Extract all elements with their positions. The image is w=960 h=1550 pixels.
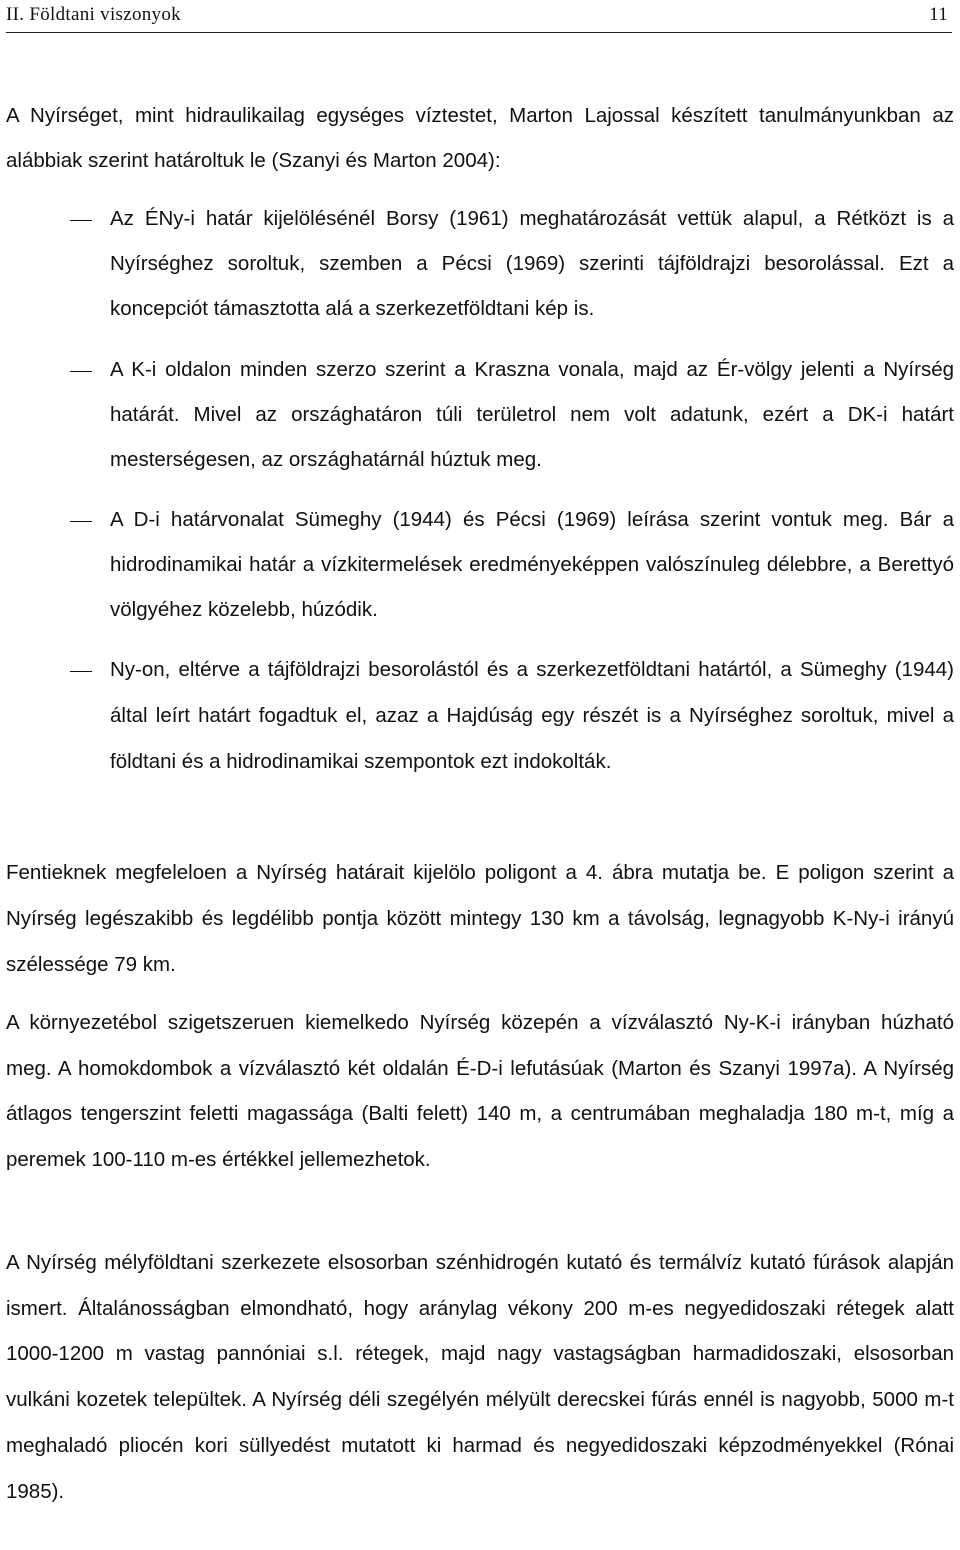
dash-bullet bbox=[70, 220, 92, 221]
intro-paragraph: A Nyírséget, mint hidraulikailag egységes víztestet, Marton Lajossal készített tanulmányunkban az alábbiak szerint határoltuk le (Szanyi és Marton 2004): bbox=[6, 104, 954, 172]
list-item-text: A D-i határvonalat Sümeghy (1944) és Pécsi (1969) leírása szerint vontuk meg. Bár a hidrodinamikai határ a vízkitermelések eredményeképpen valószínuleg délebbre, a Berettyó völgyéhez közelebb, húzódik. bbox=[110, 508, 954, 621]
list-item-text: Ny-on, eltérve a tájföldrajzi besorolástól és a szerkezetföldtani határtól, a Sümeghy (1944) által leírt határt fogadtuk el, azaz a Hajdúság egy részét is a Nyírséghez soroltuk, mivel a földtani és a hidrodinamikai szempontok ezt indokolták. bbox=[110, 658, 954, 773]
body-paragraph: A környezetébol szigetszeruen kiemelkedo Nyírség közepén a vízválasztó Ny-K-i irányban húzható meg. A homokdombok a vízválasztó két oldalán É-D-i lefutásúak (Marton és Szanyi 1997a). A Nyírség átlagos tengerszint feletti magassága (Balti felett) 140 m, a centrumában meghaladja 180 m-t, míg a peremek 100-110 m-es értékkel jellemezhetok. bbox=[6, 1011, 954, 1171]
page-number: 11 bbox=[929, 4, 948, 25]
list-item-text: A K-i oldalon minden szerzo szerint a Kraszna vonala, majd az Ér-völgy jelenti a Nyírség határát. Mivel az országhatáron túli területrol nem volt adatunk, ezért a DK-i határt mesterségesen, az országhatárnál húztuk meg. bbox=[110, 358, 954, 471]
dash-bullet bbox=[70, 671, 92, 672]
list-item-text: Az ÉNy-i határ kijelölésénél Borsy (1961) meghatározását vettük alapul, a Rétközt is a Nyírséghez soroltuk, szemben a Pécsi (1969) szerinti tájföldrajzi besorolással. Ezt a koncepciót támasztotta alá a szerkezetföldtani kép is. bbox=[110, 207, 954, 320]
section-title: II. Földtani viszonyok bbox=[6, 4, 181, 25]
body-paragraph: Fentieknek megfeleloen a Nyírség határait kijelölo poligont a 4. ábra mutatja be. E poligon szerint a Nyírség legészakibb és legdélibb pontja között mintegy 130 km a távolság, legnagyobb K-Ny-i irányú szélessége 79 km. bbox=[6, 861, 954, 976]
dash-bullet bbox=[70, 521, 92, 522]
body-paragraph: A Nyírség mélyföldtani szerkezete elsosorban szénhidrogén kutató és termálvíz kutató fúrások alapján ismert. Általánosságban elmondható, hogy aránylag vékony 200 m-es negyedidoszaki rétegek alatt 1000-1200 m vastag pannóniai s.l. rétegek, majd nagy vastagságban harmadidoszaki, elsosorban vulkáni kozetek települtek. A Nyírség déli szegélyén mélyült derecskei fúrás ennél is nagyobb, 5000 m-t meghaladó pliocén kori süllyedést mutatott ki harmad és negyedidoszaki képzodményekkel (Rónai 1985). bbox=[6, 1251, 954, 1503]
page-header bbox=[6, 0, 952, 33]
dash-bullet bbox=[70, 371, 92, 372]
